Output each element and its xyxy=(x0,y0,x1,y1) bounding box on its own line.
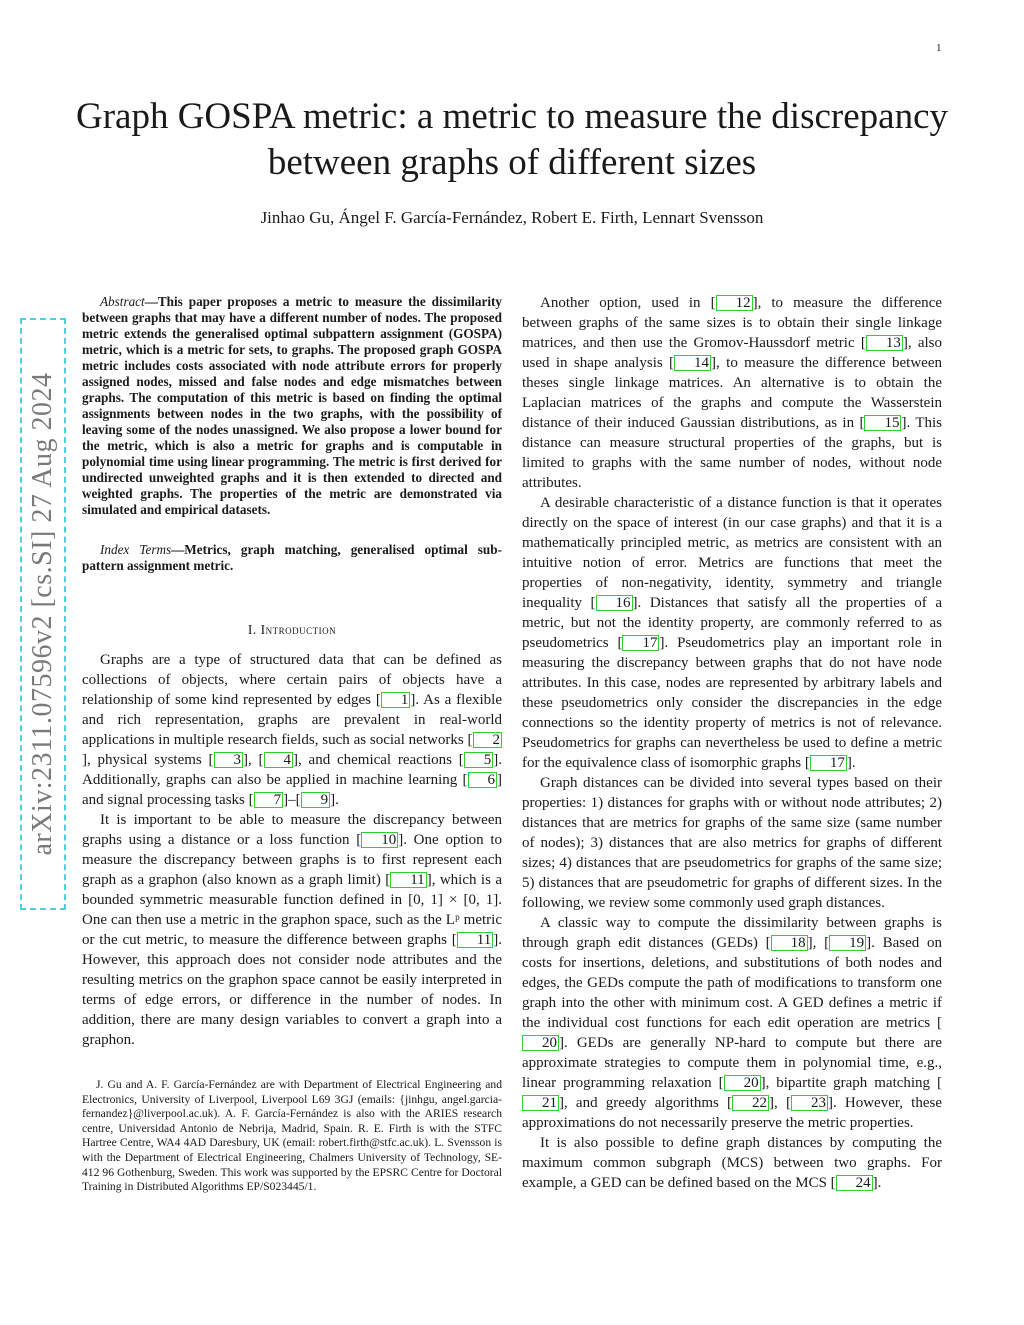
intro-paragraph-5: Graph distances can be divided into several types based on their properties: 1) distances for graphs with or without node attributes; 2) distances that are metrics for graphs of the same size (same number of nodes); 3) distances that are also metrics for graphs of different sizes; 4) distances that are pseudometrics for graphs of the same size; 5) distances that are pseudometric for graphs of different sizes. In the following, we review some commonly used graph distances. xyxy=(522,775,942,911)
index-terms-text: —Metrics, graph matching, generalised optimal sub-pattern assignment metric. xyxy=(82,542,502,573)
section-heading-introduction xyxy=(82,622,502,638)
intro-paragraph-1: Graphs are a type of structured data that can be defined as collections of objects, where certain pairs of objects have a relationship of some kind represented by edges [ 1 ]. As a flexible and rich representation, graphs are prevalent in real-world applications in multiple research fields, such as social networks [ 2], physical systems [ 3 ], [ 4 ], and chemical reactions [ 5 ]. Additionally, graphs can also be applied in machine learning [ 6 ] and signal processing tasks [ 7 ]–[ 9 ]. xyxy=(82,652,503,808)
abstract-lead: Abstract xyxy=(100,294,145,309)
citation-link[interactable]: 17 xyxy=(810,755,847,771)
citation-link[interactable]: 2 xyxy=(473,732,503,748)
right-column xyxy=(522,293,942,1193)
citation-link[interactable]: 4 xyxy=(264,752,294,768)
citation-link[interactable]: 20 xyxy=(522,1035,559,1051)
citation-link[interactable]: 1 xyxy=(381,692,411,708)
section-number: I. xyxy=(247,622,257,637)
citation-link[interactable]: 17 xyxy=(622,635,659,651)
citation-link[interactable]: 15 xyxy=(864,415,901,431)
section-title: Introduction xyxy=(260,622,337,637)
citation-link[interactable]: 19 xyxy=(829,935,866,951)
intro-paragraph-7: It is also possible to define graph distances by computing the maximum common subgraph (MCS) between two graphs. For example, a GED can be defined based on the MCS [ 24 ]. xyxy=(522,1135,942,1191)
citation-link[interactable]: 23 xyxy=(791,1095,828,1111)
citation-link[interactable]: 21 xyxy=(522,1095,559,1111)
citation-link[interactable]: 3 xyxy=(214,752,244,768)
intro-paragraph-4: A desirable characteristic of a distance function is that it operates directly on the space of interest (in our case graphs) and that it is a mathematically principled metric, as metrics are consistent with an intuitive notion of error. Metrics are functions that meet the properties of non-negativity, identity, symmetry and triangle inequality [ 16 ]. Distances that satisfy all the properties of a metric, but not the identity property, are commonly referred to as pseudometrics [ 17 ]. Pseudometrics play an important role in measuring the discrepancy between graphs that do not have node attributes. In this case, nodes are represented by arbitrary labels and these pseudometrics only consider the discrepancies in the edge connections so the identity property of metrics is not of relevance. Pseudometrics for graphs can nevertheless be used to define a metric for the equivalence class of isomorphic graphs [ 17 ]. xyxy=(522,495,942,771)
intro-paragraph-6: A classic way to compute the dissimilarity between graphs is through graph edit distances (GEDs) [ 18 ], [ 19 ]. Based on costs for insertions, deletions, and substitutions of both nodes and edges, the GEDs compute the path of modifications to transform one graph into the other with minimum cost. A GED defines a metric if the individual cost functions for each edit operation are metrics [20 ]. GEDs are generally NP-hard to compute but there are approximate strategies to compute them in polynomial time, e.g., linear programming relaxation [ 20 ], bipartite graph matching [21 ], and greedy algorithms [ 22 ], [ 23 ]. However, these approximations do not necessarily preserve the metric properties. xyxy=(522,915,942,1131)
intro-paragraph-2: It is important to be able to measure the discrepancy between graphs using a distance or a loss function [ 10 ]. One option to measure the discrepancy between graphs is to first represent each graph as a graphon (also known as a graph limit) [ 11 ], which is a bounded symmetric measurable function defined in [0, 1] × [0, 1]. One can then use a metric in the graphon space, such as the Lᵖ metric or the cut metric, to measure the difference between graphs [ 11 ]. However, this approach does not consider node attributes and the resulting metrics on the graphon space cannot be easily interpreted in terms of edge errors, or difference in the number of nodes. In addition, there are many design variables to convert a graph into a graphon. xyxy=(82,812,502,1048)
citation-link[interactable]: 12 xyxy=(716,295,753,311)
abstract-text: —This paper proposes a metric to measure the dissimilarity between graphs that may have a different number of nodes. The proposed metric extends the generalised optimal subpattern assignment (GOSPA) metric, which is a metric for sets, to graphs. The proposed graph GOSPA metric includes costs associated with node attribute errors for properly assigned nodes, missed and false nodes and edge mismatches between graphs. The computation of this metric is based on finding the optimal assignments between nodes in the two graphs, with the possibility of leaving some of the nodes unassigned. We also propose a lower bound for the metric, which is also a metric for graphs and is computable in polynomial time using linear programming. The metric is first derived for undirected unweighted graphs and it is then extended to directed and weighted graphs. The properties of the metric are demonstrated via simulated and empirical datasets. xyxy=(82,294,502,517)
abstract xyxy=(82,294,502,518)
author-list: Jinhao Gu, Ángel F. García-Fernández, Robert E. Firth, Lennart Svensson xyxy=(260,208,764,227)
citation-link[interactable]: 20 xyxy=(724,1075,761,1091)
citation-link[interactable]: 11 xyxy=(390,872,426,888)
citation-link[interactable]: 13 xyxy=(866,335,903,351)
intro-paragraph-3: Another option, used in [ 12 ], to measure the difference between graphs of the same sizes is to obtain their single linkage matrices, and then use the Gromov-Haussdorf metric [ 13 ], also used in shape analysis [ 14 ], to measure the difference between theses single linkage matrices. An alternative is to obtain the Laplacian matrices of the graphs and compute the Wasserstein distance of their induced Gaussian distributions, as in [ 15 ]. This distance can measure structural properties of the graphs, but is limited to graphs with the same number of nodes, without node attributes. xyxy=(522,295,943,491)
citation-link[interactable]: 10 xyxy=(361,832,398,848)
citation-link[interactable]: 7 xyxy=(254,792,284,808)
citation-link[interactable]: 5 xyxy=(464,752,494,768)
index-terms-lead: Index Terms xyxy=(100,542,172,557)
citation-link[interactable]: 16 xyxy=(596,595,633,611)
index-terms xyxy=(82,542,502,574)
citation-link[interactable]: 9 xyxy=(301,792,331,808)
citation-link[interactable]: 14 xyxy=(674,355,711,371)
paper-title: Graph GOSPA metric: a metric to measure the discrepancy between graphs of different sizes xyxy=(76,96,948,183)
arxiv-identifier-text: arXiv:2311.07596v2 [cs.SI] 27 Aug 2024 xyxy=(27,372,58,856)
author-affiliation-footnote: J. Gu and A. F. García-Fernández are with Department of Electrical Engineering and Electronics, University of Liverpool, Liverpool L69 3GJ (emails: {jinhgu, angel.garcia-fernandez}@liverpool.ac.uk). A. F. García-Fernández is also with the ARIES research centre, Universidad Antonio de Nebrija, Madrid, Spain. R. E. Firth is with the STFC Hartree Centre, WA4 4AD Daresbury, UK (email: robert.firth@stfc.ac.uk). L. Svensson is with the Department of Electrical Engineering, Chalmers University of Technology, SE-412 96 Gothenburg, Sweden. This work was supported by the EPSRC Centre for Doctoral Training in Distributed Algorithms EP/S023445/1. xyxy=(82,1078,502,1194)
citation-link[interactable]: 18 xyxy=(771,935,808,951)
citation-link[interactable]: 22 xyxy=(732,1095,769,1111)
citation-link[interactable]: 6 xyxy=(468,772,498,788)
citation-link[interactable]: 11 xyxy=(457,932,493,948)
page-number: 1 xyxy=(936,42,942,54)
arxiv-identifier-stamp xyxy=(20,318,66,910)
left-column xyxy=(82,294,502,1206)
citation-link[interactable]: 24 xyxy=(836,1175,873,1191)
